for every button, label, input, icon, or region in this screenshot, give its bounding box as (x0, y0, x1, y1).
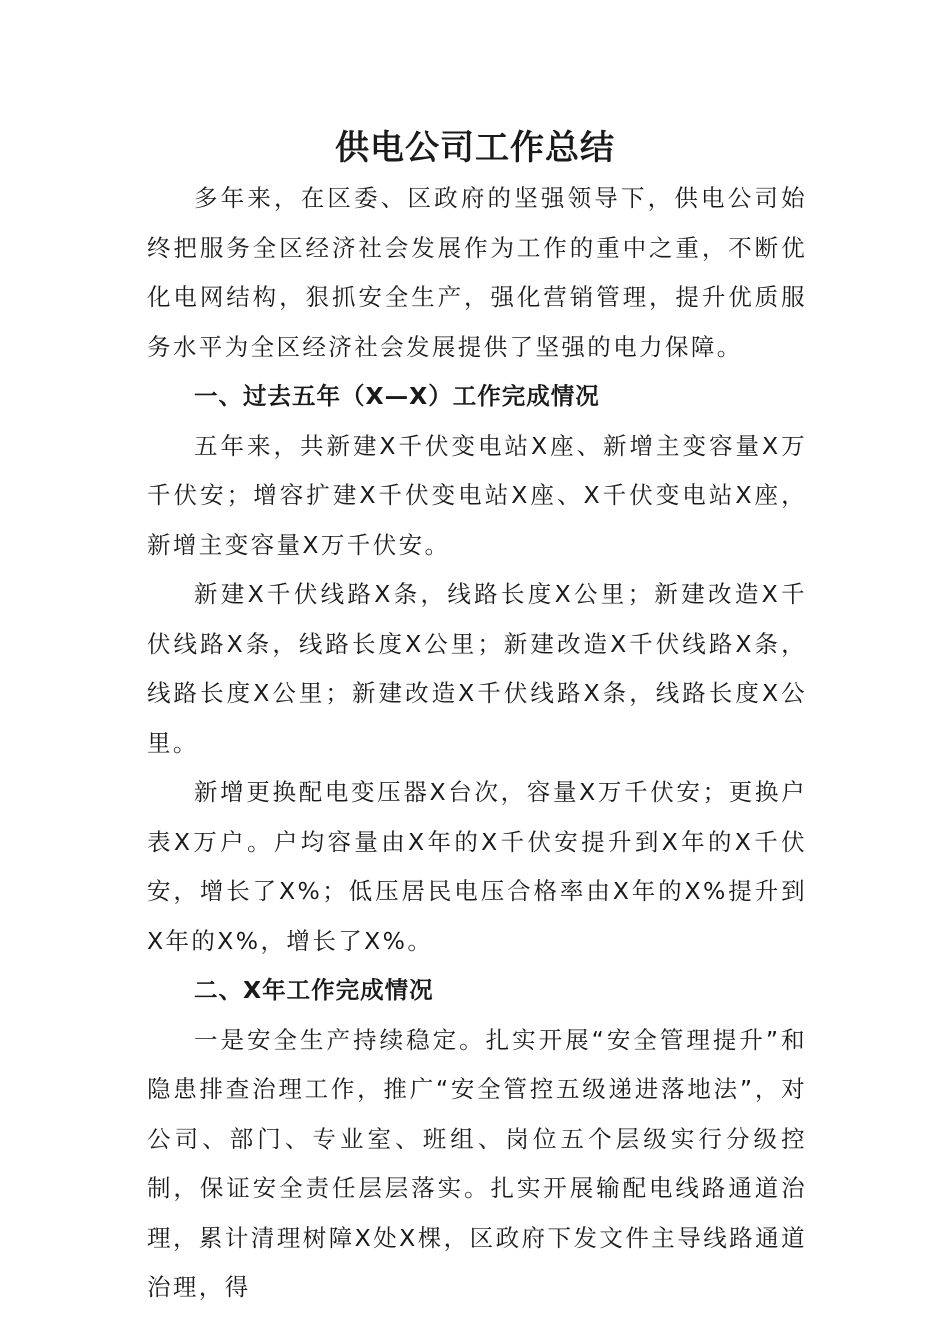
intro-paragraph: 多年来，在区委、区政府的坚强领导下，供电公司始终把服务全区经济社会发展作为工作的重中之重，不断优化电网结构，狠抓安全生产，强化营销管理，提升优质服务水平为全区经济社会发展提供了坚强的电力保障。 (147, 184, 807, 361)
section-1-paragraph: 新建X千伏线路X条，线路长度X公里；新建改造X千伏线路X条，线路长度X公里；新建改造X千伏线路X条，线路长度X公里；新建改造X千伏线路X条，线路长度X公里。 (147, 580, 807, 757)
section-1-heading: 一、过去五年（X—X）工作完成情况 (194, 382, 600, 410)
section-2-lead: 一是安全生产持续稳定。 (194, 1025, 486, 1054)
section-2-heading: 二、X年工作完成情况 (194, 976, 434, 1004)
section-2-text: 扎实开展“安全管理提升”和隐患排查治理工作，推广“安全管控五级递进落地法”，对公司、部门、专业室、班组、岗位五个层级实行分级控制，保证安全责任层层落实。扎实开展输配电线路通道治理，累计清理树障X处X棵，区政府下发文件主导线路通道治理，得 (147, 1025, 807, 1301)
section-2-paragraph (147, 1016, 807, 1313)
section-1-paragraph: 五年来，共新建X千伏变电站X座、新增主变容量X万千伏安；增容扩建X千伏变电站X座、X千伏变电站X座，新增主变容量X万千伏安。 (147, 431, 807, 559)
document-body (147, 174, 807, 1313)
document-title: 供电公司工作总结 (335, 128, 615, 168)
section-1-paragraph: 新增更换配电变压器X台次，容量X万千伏安；更换户表X万户。户均容量由X年的X千伏安提升到X年的X千伏安，增长了X%；低压居民电压合格率由X年的X%提升到X年的X%，增长了X%。 (147, 778, 807, 955)
